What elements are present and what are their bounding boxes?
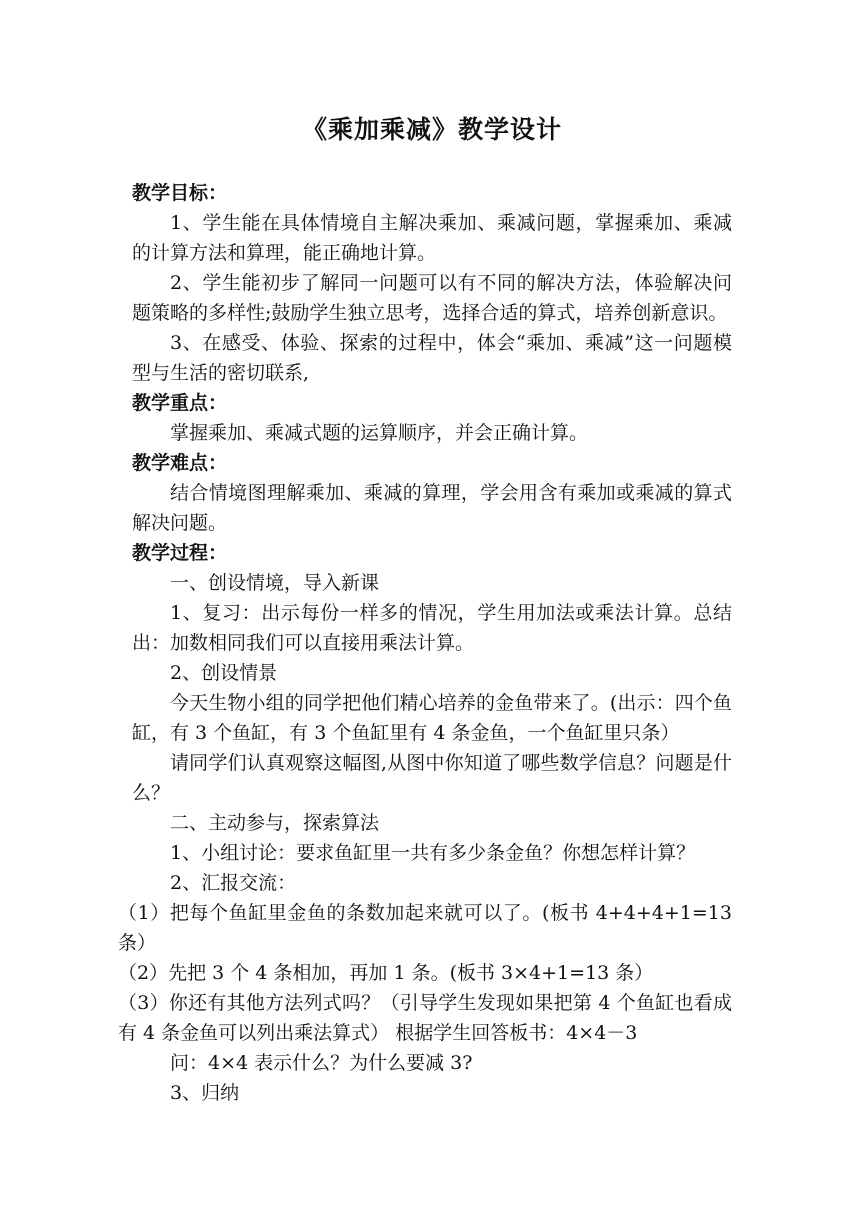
process-method-1: （1）把每个鱼缸里金鱼的条数加起来就可以了。(板书 4+4+4+1=13 条） (118, 902, 732, 954)
process-discuss: 1、小组讨论：要求鱼缸里一共有多少条金鱼？你想怎样计算？ (170, 842, 696, 864)
key-point-heading: 教学重点： (132, 392, 228, 414)
process-part1-title: 一、创设情境，导入新课 (170, 572, 380, 594)
process-review: 1、复习：出示每份一样多的情况，学生用加法或乘法计算。总结出：加数相同我们可以直接用乘法计算。 (132, 602, 732, 654)
difficult-point-heading: 教学难点： (132, 452, 228, 474)
process-heading: 教学过程： (132, 542, 228, 564)
process-scene-title: 2、创设情景 (170, 662, 278, 684)
process-method-3: （3）你还有其他方法列式吗？（引导学生发现如果把第 4 个鱼缸也看成有 4 条金鱼可以列出乘法算式） 根据学生回答板书：4×4－3 (118, 992, 732, 1044)
process-report-title: 2、汇报交流： (170, 872, 297, 894)
goals-heading: 教学目标： (132, 182, 228, 204)
goal-3: 3、在感受、体验、探索的过程中，体会“乘加、乘减”这一问题模型与生活的密切联系, (132, 332, 732, 384)
goal-2: 2、学生能初步了解同一问题可以有不同的解决方法，体验解决问题策略的多样性;鼓励学生独立思考，选择合适的算式，培养创新意识。 (132, 272, 732, 324)
process-scene-text: 今天生物小组的同学把他们精心培养的金鱼带来了。(出示：四个鱼缸，有 3 个鱼缸，有 3 个鱼缸里有 4 条金鱼，一个鱼缸里只条） (132, 692, 732, 744)
goal-1: 1、学生能在具体情境自主解决乘加、乘减问题，掌握乘加、乘减的计算方法和算理，能正确地计算。 (132, 212, 732, 264)
difficult-point-text: 结合情境图理解乘加、乘减的算理，学会用含有乘加或乘减的算式解决问题。 (132, 482, 732, 534)
document-title: 《乘加乘减》教学设计 (301, 115, 562, 144)
key-point-text: 掌握乘加、乘减式题的运算顺序，并会正确计算。 (170, 422, 589, 444)
process-summary-title: 3、归纳 (170, 1082, 240, 1104)
process-question: 问：4×4 表示什么？为什么要减 3? (170, 1052, 473, 1074)
document-page (118, 114, 732, 1108)
process-part2-title: 二、主动参与，探索算法 (170, 812, 380, 834)
process-method-2: （2）先把 3 个 4 条相加，再加 1 条。(板书 3×4+1=13 条） (118, 962, 654, 984)
process-observe: 请同学们认真观察这幅图,从图中你知道了哪些数学信息？问题是什么？ (132, 752, 732, 804)
